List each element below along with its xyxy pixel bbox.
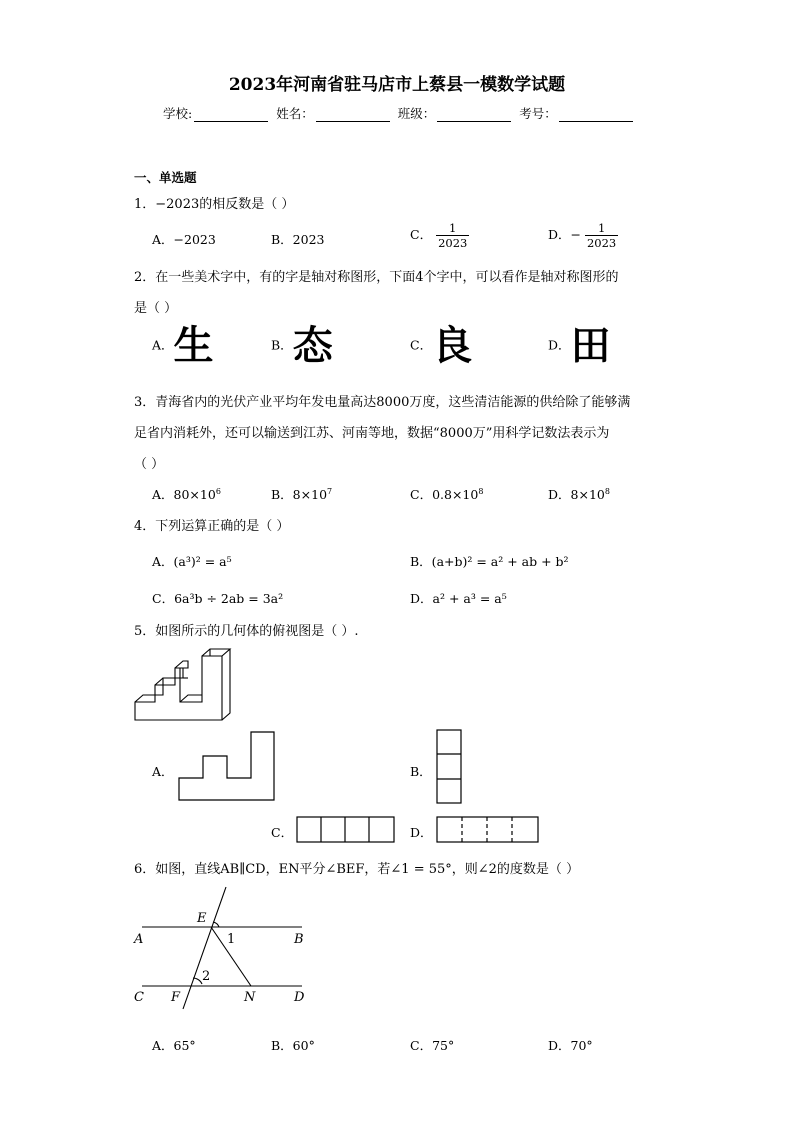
q1-option-c-fraction: [436, 221, 469, 250]
page-title: 2023年河南省驻马店市上蔡县一模数学试题: [228, 75, 566, 95]
q2-option-d-glyph: 田: [570, 323, 611, 369]
q2-option-a-label: A．: [152, 337, 174, 353]
q6-option-b: B．60°: [271, 1038, 315, 1053]
q2-option-d-label: D．: [548, 337, 571, 353]
q3-stem-line1: 3．青海省内的光伏产业平均年发电量高达8000万度，这些清洁能源的供给除了能够满: [134, 395, 631, 410]
angle-1-arc: [213, 922, 219, 927]
label-n: N: [244, 990, 256, 1005]
q5-option-c-figure: [296, 816, 396, 844]
q5-option-b-figure: [436, 729, 462, 805]
label-c: C: [134, 990, 144, 1005]
q2-option-c: [410, 323, 473, 369]
label-e: E: [197, 911, 207, 926]
q5-option-b-label: B．: [410, 764, 432, 779]
q6-stem: 6．如图，直线AB∥CD，EN平分∠BEF，若∠1 = 55°，则∠2的度数是（ ）: [134, 862, 580, 877]
q2-stem-line2: 是（ ）: [134, 301, 178, 316]
angle-2-arc: [193, 978, 202, 984]
fraction-numerator: 1: [436, 221, 469, 236]
q3-option-b: [271, 485, 332, 503]
class-label: 班级：: [397, 106, 436, 121]
label-d: D: [294, 990, 305, 1005]
q5-option-c-label: C．: [271, 825, 294, 840]
section-heading: 一、单选题: [134, 170, 197, 185]
q4-option-c: C．6a³b ÷ 2ab = 3a²: [152, 591, 284, 606]
number-blank[interactable]: [559, 109, 633, 122]
label-angle-2: 2: [202, 969, 211, 984]
number-label: 考号：: [519, 106, 557, 121]
q1-option-d-fraction: [585, 221, 618, 250]
q3-option-d: [548, 485, 610, 503]
q6-parallel-lines-figure: [130, 886, 320, 1010]
q1-option-d: [548, 221, 618, 250]
label-a: A: [134, 932, 144, 947]
q1-option-c: [410, 221, 469, 250]
q5-option-a-figure: [178, 730, 276, 802]
q2-option-d: [548, 323, 611, 369]
q3-option-a: [152, 485, 221, 503]
label-angle-1: 1: [227, 932, 236, 947]
q3-stem-line2: 足省内消耗外，还可以输送到江苏、河南等地，数据“8000万”用科学记数法表示为: [134, 426, 610, 441]
school-blank[interactable]: [194, 109, 268, 122]
exponent: 8: [604, 486, 610, 496]
q6-option-a: A．65°: [152, 1038, 196, 1053]
q5-stem: 5．如图所示的几何体的俯视图是（ ）.: [134, 624, 359, 639]
q3-option-d-text: D．8×10: [548, 487, 605, 502]
label-b: B: [294, 932, 304, 947]
q2-option-b-label: B．: [271, 337, 293, 353]
q5-option-d-label: D．: [410, 825, 433, 840]
q1-option-a: A．−2023: [152, 232, 216, 247]
fraction-numerator: 1: [585, 221, 618, 236]
name-label: 姓名：: [276, 106, 314, 121]
q2-option-c-label: C．: [410, 337, 433, 353]
q2-option-b: [271, 323, 333, 369]
school-label: 学校:: [163, 106, 193, 121]
q1-option-d-label: D．−: [548, 227, 581, 242]
q6-option-c: C．75°: [410, 1038, 455, 1053]
q4-stem: 4．下列运算正确的是（ ）: [134, 519, 290, 534]
label-f: F: [171, 990, 181, 1005]
q6-option-d: D．70°: [548, 1038, 593, 1053]
transversal-ef: [183, 887, 226, 1009]
fraction-denominator: 2023: [586, 236, 617, 250]
q3-option-b-text: B．8×10: [271, 487, 328, 502]
fraction-denominator: 2023: [438, 236, 468, 250]
class-blank[interactable]: [437, 109, 511, 122]
q5-option-a-label: A．: [152, 764, 174, 779]
q3-option-c: [410, 485, 483, 503]
q2-option-b-glyph: 态: [292, 323, 333, 369]
q3-option-a-text: A．80×10: [152, 487, 216, 502]
q4-option-a: A．(a³)² = a⁵: [152, 554, 232, 569]
q3-stem-line3: （ ）: [134, 457, 165, 472]
exponent: 6: [215, 486, 221, 496]
exponent: 7: [327, 486, 333, 496]
q2-stem-line1: 2．在一些美术字中，有的字是轴对称图形，下面4个字中，可以看作是轴对称图形的: [134, 270, 619, 285]
q2-option-a-glyph: 生: [173, 323, 214, 369]
q5-solid-figure: [130, 640, 245, 726]
student-info-line: [163, 104, 637, 122]
name-blank[interactable]: [316, 109, 390, 122]
q1-option-b: B．2023: [271, 232, 325, 247]
q2-option-a: [152, 323, 214, 369]
q2-option-c-glyph: 良: [432, 323, 473, 369]
q5-option-d-figure: [436, 816, 540, 844]
q1-option-c-label: C．: [410, 227, 433, 242]
exponent: 8: [478, 486, 484, 496]
q1-stem: 1．−2023的相反数是（ ）: [134, 197, 295, 212]
q4-option-b: B．(a+b)² = a² + ab + b²: [410, 554, 569, 569]
q4-option-d: D．a² + a³ = a⁵: [410, 591, 507, 606]
q3-option-c-text: C．0.8×10: [410, 487, 479, 502]
